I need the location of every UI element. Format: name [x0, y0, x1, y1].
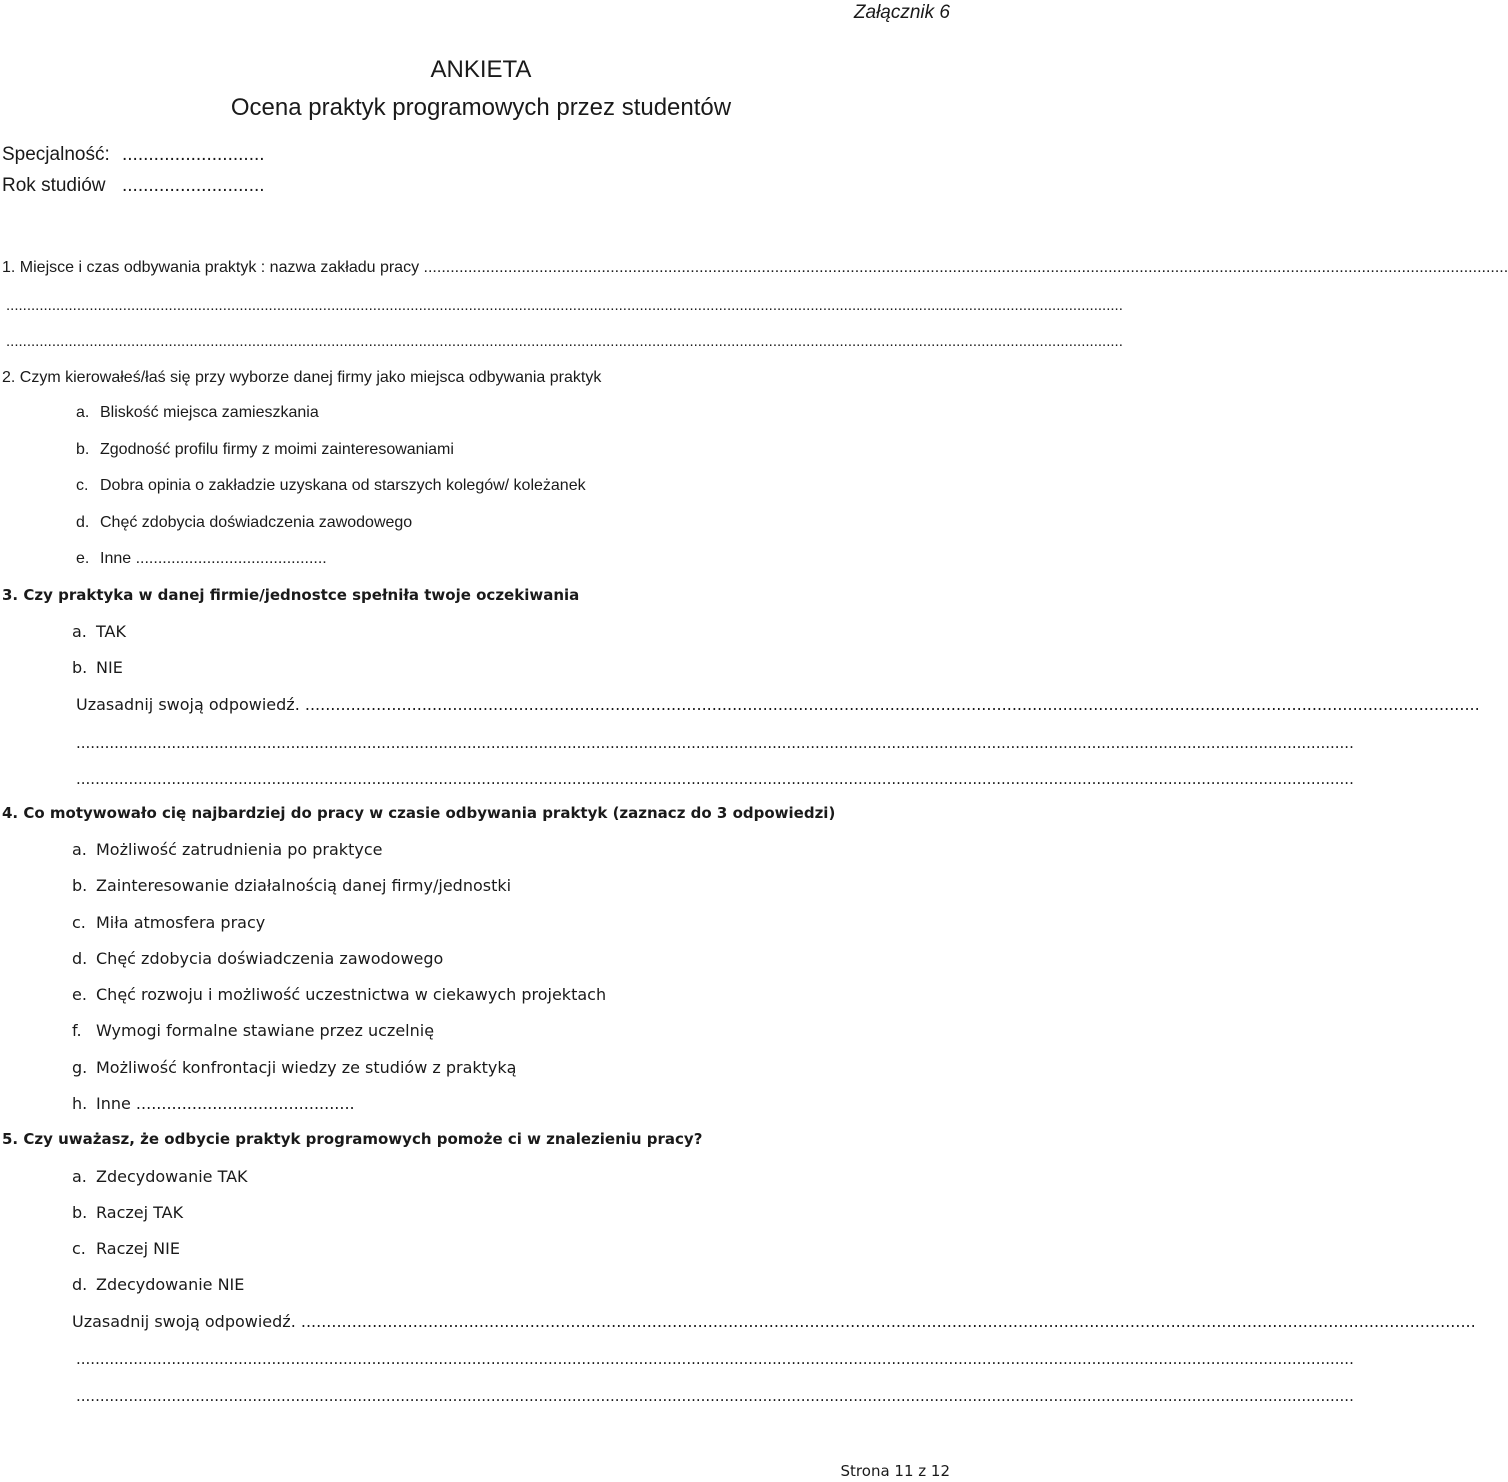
specialization-value: ........................... [122, 144, 265, 165]
option-letter: c. [76, 477, 89, 494]
question-5-justify[interactable]: Uzasadnij swoją odpowiedź. ....................................................................................................................................................................................................................................... [72, 1312, 1476, 1331]
question-2-text: 2. Czym kierowałeś/łaś się przy wyborze danej firmy jako miejsca odbywania praktyk [2, 369, 602, 386]
option-letter: a. [72, 840, 87, 859]
question-5-option-b[interactable] [72, 1203, 183, 1222]
question-2-option-d[interactable] [76, 514, 412, 532]
question-4-option-f[interactable] [72, 1021, 434, 1040]
option-letter: c. [72, 913, 86, 932]
question-4-option-a[interactable] [72, 840, 382, 859]
question-4-option-e[interactable] [72, 985, 606, 1004]
option-letter: c. [72, 1239, 86, 1258]
page-subtitle: Ocena praktyk programowych przez studentów [230, 94, 732, 121]
year-field[interactable] [2, 175, 265, 197]
question-4-option-c[interactable] [72, 913, 265, 932]
option-text: Zainteresowanie działalnością danej firmy/jednostki [96, 876, 512, 895]
question-1 [2, 259, 1508, 277]
specialization-label: Specjalność: [2, 144, 110, 165]
option-letter: h. [72, 1094, 88, 1113]
option-letter: a. [72, 1167, 87, 1186]
option-letter: e. [72, 985, 87, 1004]
option-text: Chęć zdobycia doświadczenia zawodowego [100, 514, 413, 531]
option-letter: e. [76, 550, 90, 567]
answer-line[interactable]: ............................................................................................................................................................................................................................................................................ [76, 1387, 1354, 1405]
option-text: Chęć zdobycia doświadczenia zawodowego [96, 949, 444, 968]
question-2-option-c[interactable] [76, 477, 586, 495]
question-1-dots: .................................................................................................................................................................................................................................................... [423, 259, 1508, 276]
option-text: Zdecydowanie NIE [96, 1275, 245, 1294]
year-label: Rok studiów [2, 175, 106, 196]
option-text: Zgodność profilu firmy z moimi zainteresowaniami [100, 441, 454, 458]
option-text: Miła atmosfera pracy [96, 913, 266, 932]
question-3-justify[interactable]: Uzasadnij swoją odpowiedź. ....................................................................................................................................................................................................................................... [76, 695, 1480, 714]
option-text: Raczej TAK [96, 1203, 184, 1222]
question-5-option-d[interactable] [72, 1275, 244, 1294]
option-text: Chęć rozwoju i możliwość uczestnictwa w ciekawych projektach [96, 985, 607, 1004]
question-3-option-b[interactable] [72, 658, 123, 677]
specialization-field[interactable] [2, 144, 265, 166]
option-letter: a. [72, 622, 87, 641]
option-letter: d. [76, 514, 90, 531]
question-2-option-b[interactable] [76, 441, 454, 459]
option-letter: f. [72, 1021, 82, 1040]
question-2-option-e[interactable] [76, 550, 327, 568]
option-letter: b. [72, 658, 88, 677]
attachment-label: Załącznik 6 [853, 2, 950, 23]
question-4-option-d[interactable] [72, 949, 443, 968]
option-text: Dobra opinia o zakładzie uzyskana od starszych kolegów/ koleżanek [100, 477, 586, 494]
question-4-option-b[interactable] [72, 876, 511, 895]
question-4-text: 4. Co motywowało cię najbardziej do pracy w czasie odbywania praktyk (zaznacz do 3 odpowiedzi) [2, 804, 836, 822]
option-text: Raczej NIE [96, 1239, 180, 1258]
option-text: Bliskość miejsca zamieszkania [100, 404, 319, 421]
question-3-text: 3. Czy praktyka w danej firmie/jednostce spełniła twoje oczekiwania [2, 586, 580, 604]
answer-line[interactable]: ............................................................................................................................................................................................................................................................................ [6, 333, 1123, 350]
answer-line[interactable]: ............................................................................................................................................................................................................................................................................ [76, 734, 1354, 752]
option-text: Inne ........................................... [96, 1094, 355, 1113]
question-4-option-g[interactable] [72, 1058, 516, 1077]
option-letter: a. [76, 404, 90, 421]
option-letter: b. [72, 1203, 88, 1222]
option-letter: b. [72, 876, 88, 895]
answer-line[interactable]: ............................................................................................................................................................................................................................................................................ [6, 297, 1123, 314]
question-4-option-h[interactable] [72, 1094, 355, 1113]
option-text: Możliwość zatrudnienia po praktyce [96, 840, 383, 859]
option-text: Możliwość konfrontacji wiedzy ze studiów z praktyką [96, 1058, 517, 1077]
option-text: Inne ........................................... [100, 550, 327, 567]
question-1-text: 1. Miejsce i czas odbywania praktyk : nazwa zakładu pracy [2, 259, 420, 276]
question-5-text: 5. Czy uważasz, że odbycie praktyk programowych pomoże ci w znalezieniu pracy? [2, 1130, 703, 1148]
option-text: TAK [96, 622, 126, 641]
option-letter: d. [72, 949, 88, 968]
option-letter: g. [72, 1058, 88, 1077]
option-letter: b. [76, 441, 90, 458]
option-letter: d. [72, 1275, 88, 1294]
question-5-option-c[interactable] [72, 1239, 180, 1258]
answer-line[interactable]: ............................................................................................................................................................................................................................................................................ [76, 770, 1354, 788]
question-2-option-a[interactable] [76, 404, 319, 422]
option-text: NIE [96, 658, 123, 677]
question-5-option-a[interactable] [72, 1167, 248, 1186]
question-3-option-a[interactable] [72, 622, 126, 641]
page-title: ANKIETA [430, 56, 532, 83]
answer-line[interactable]: ............................................................................................................................................................................................................................................................................ [76, 1350, 1354, 1368]
year-value: ........................... [122, 175, 265, 196]
option-text: Wymogi formalne stawiane przez uczelnię [96, 1021, 435, 1040]
option-text: Zdecydowanie TAK [96, 1167, 248, 1186]
page-number: Strona 11 z 12 [840, 1462, 950, 1480]
